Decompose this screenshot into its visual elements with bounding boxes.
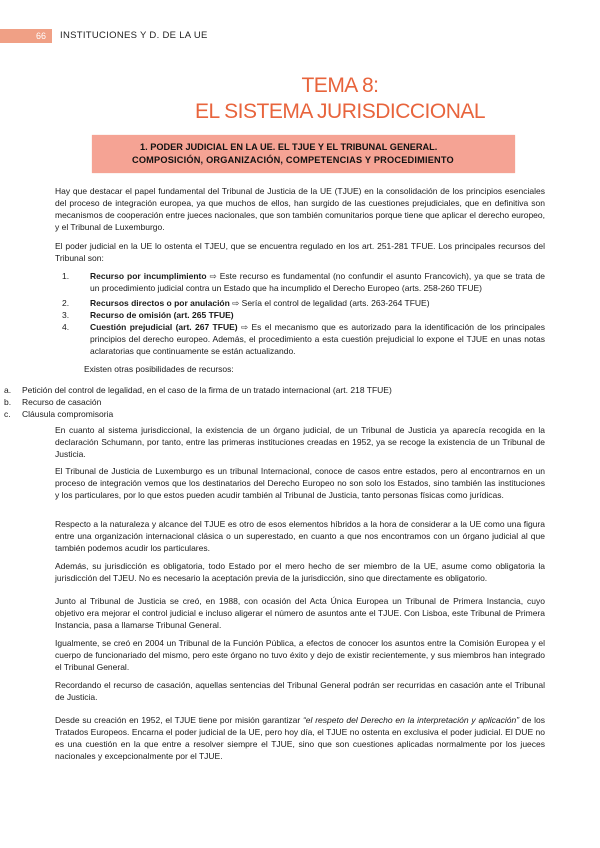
list-item	[62, 321, 545, 357]
letter-item-text: Petición del control de legalidad, en el caso de la firma de un tratado internacional (art. 218 TFUE)	[22, 385, 392, 395]
letter-item-text: Cláusula compromisoria	[22, 409, 114, 419]
paragraph: El Tribunal de Justicia de Luxemburgo es un tribunal Internacional, conoce de casos entre estados, pero al encontrarnos en un proceso de integración vemos que los destinatarios del Derecho Europeo no son solo los Estados, sino también las instituciones y los particulares, por lo que estos pueden acudir también al Tribunal de Justicia, tanto personas físicas como jurídicas.	[55, 466, 545, 500]
list-item-text: ⇨ Es el mecanismo que es autorizado para la identificación de los principales principios del derecho europeo. Además, el procedimiento a esta cuestión prejudicial lo expone el TJUE en unas notas aclaratorias que continuamente se están actualizando.	[90, 322, 545, 356]
list-number: 1.	[62, 271, 70, 281]
paragraph: Junto al Tribunal de Justicia se creó, en 1988, con ocasión del Acta Única Europea un Tribunal de Primera Instancia, cuyo objetivo era mejorar el control judicial e incluso aligerar el número de asuntos ante el TJUE. Con Lisboa, este Tribunal de Primera Instancia, pasa a llamarse Tribunal General.	[55, 596, 545, 630]
paragraph: Hay que destacar el papel fundamental del Tribunal de Justicia de la UE (TJUE) en la consolidación de los principios esenciales del proceso de integración europea, ya que muchos de ellos, han surgido de las cuestiones prejudiciales, que en definitiva son mecanismos de cooperación entre jueces nacionales, que son también comunitarios porque tiene que aplicar el derecho europeo, y el Tribunal de Luxemburgo.	[55, 186, 545, 232]
paragraph: Igualmente, se creó en 2004 un Tribunal de la Función Pública, a efectos de conocer los asuntos entre la Comisión Europea y el cuerpo de funcionariado del mismo, pero este órgano no tuvo éxito y dejo de existir recientemente, y sus miembros han integrado el Tribunal General.	[55, 638, 545, 672]
list-number: 4.	[62, 322, 70, 332]
list-item-text: ⇨ Sería el control de legalidad (arts. 263-264 TFUE)	[229, 298, 430, 308]
letter-item	[4, 408, 113, 420]
list-item-title: Recursos directos o por anulación	[90, 298, 230, 308]
letter-item	[4, 396, 101, 408]
paragraph: En cuanto al sistema jurisdiccional, la existencia de un órgano judicial, de un Tribunal de Justicia ya aparecía recogida en la declaración Schumann, por tanto, entre las primeras instituciones creadas en 1952, ya se recoge la existencia de un Tribunal de Justicia.	[55, 425, 545, 459]
page-number: 66	[0, 29, 52, 43]
letter-marker: c.	[4, 409, 11, 419]
letter-item	[4, 384, 392, 396]
letter-marker: a.	[4, 385, 12, 395]
running-header: INSTITUCIONES Y D. DE LA UE	[60, 30, 208, 41]
list-item	[62, 297, 545, 309]
paragraph: Respecto a la naturaleza y alcance del TJUE es otro de esos elementos híbridos a la hora de considerar a la UE como una figura entre una organización internacional clásica o un superestado, en cuanto a que nos encontramos con un órgano judicial al que también podemos acudir los particulares.	[55, 519, 545, 553]
paragraph: El poder judicial en la UE lo ostenta el TJEU, que se encuentra regulado en los art. 251-281 TFUE. Los principales recursos del Tribunal son:	[55, 241, 545, 263]
list-item-title: Cuestión prejudicial (art. 267 TFUE)	[90, 322, 238, 332]
quote: “el respeto del Derecho en la interpretación y aplicación”	[302, 715, 520, 725]
list-item-title: Recurso de omisión (art. 265 TFUE)	[90, 310, 234, 320]
list-item	[62, 270, 545, 294]
letter-marker: b.	[4, 397, 12, 407]
paragraph	[55, 714, 545, 762]
paragraph-text: de los Tratados Europeos. Encarna el poder judicial de la UE, pero hoy día, el TJUE no ostenta en exclusiva el poder judicial. El DUE no es una cuestión en la que entre a resolver siempre el TJUE, sino que son cuestiones aplicadas normalmente por los jueces nacionales y excepcionalmente por el TJUE.	[55, 715, 545, 761]
list-number: 3.	[62, 310, 70, 320]
paragraph: Además, su jurisdicción es obligatoria, todo Estado por el mero hecho de ser miembro de la UE, asume como obligatoria la jurisdicción del TJEU. No es necesario la aceptación previa de la jurisdicción, sino que directamente es obligatorio.	[55, 561, 545, 583]
paragraph-text: Desde su creación en 1952, el TJUE tiene por misión garantizar	[55, 715, 303, 725]
section-heading	[92, 135, 515, 173]
chapter-subtitle: EL SISTEMA JURISDICCIONAL	[194, 100, 486, 123]
list-item-title: Recurso por incumplimiento	[90, 271, 207, 281]
letter-item-text: Recurso de casación	[22, 397, 102, 407]
list-number: 2.	[62, 298, 70, 308]
paragraph: Existen otras posibilidades de recursos:	[84, 364, 234, 374]
section-heading-line1: 1. PODER JUDICIAL EN LA UE. EL TJUE Y EL TRIBUNAL GENERAL.	[140, 142, 438, 152]
chapter-title: TEMA 8:	[301, 74, 379, 97]
list-item-text: ⇨ Este recurso es fundamental (no confundir el asunto Francovich), ya que se trata de un procedimiento judicial contra un Estado que ha incumplido el Derecho Europeo (arts. 258-260 TFUE)	[90, 271, 545, 293]
section-heading-line2: COMPOSICIÓN, ORGANIZACIÓN, COMPETENCIAS Y PROCEDIMIENTO	[132, 155, 454, 165]
list-item	[62, 309, 545, 321]
paragraph: Recordando el recurso de casación, aquellas sentencias del Tribunal General podrán ser recurridas en casación ante el Tribunal de Justicia.	[55, 680, 545, 702]
